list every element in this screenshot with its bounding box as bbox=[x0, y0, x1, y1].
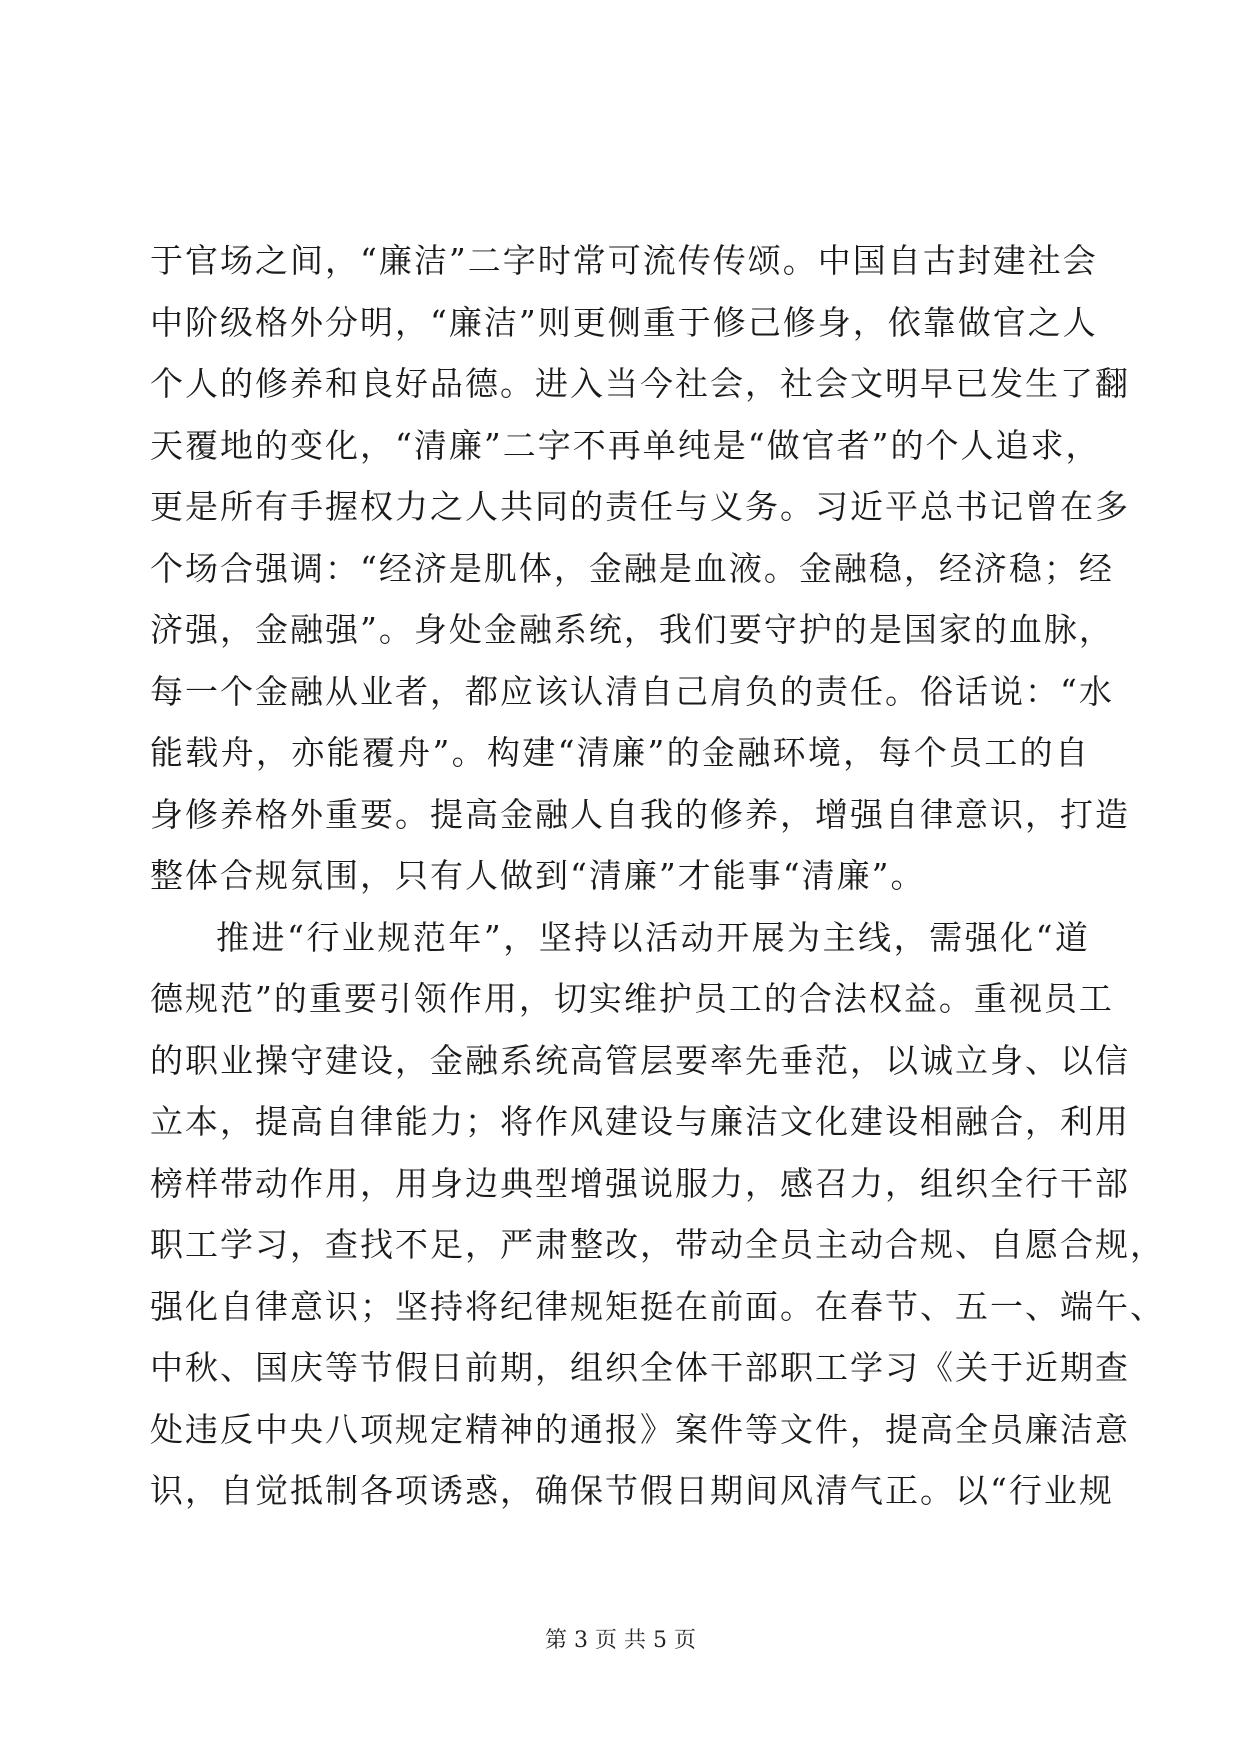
document-body bbox=[150, 230, 1165, 1522]
text-line: 德规范”的重要引领作用，切实维护员工的合法权益。重视员工 bbox=[150, 979, 1114, 1018]
text-line: 每一个金融从业者，都应该认清自己肩负的责任。俗话说：“水 bbox=[150, 671, 1114, 711]
text-line: 的职业操守建设，金融系统高管层要率先垂范，以诚立身、以信 bbox=[150, 1040, 1130, 1080]
text-line: 身修养格外重要。提高金融人自我的修养，增强自律意识，打造 bbox=[150, 794, 1130, 834]
paragraph-first-line: 推进“行业规范年”，坚持以活动开展为主线，需强化“道 bbox=[216, 917, 1090, 957]
text-line: 处违反中央八项规定精神的通报》案件等文件，提高全员廉洁意 bbox=[150, 1409, 1130, 1449]
text-line: 更是所有手握权力之人共同的责任与义务。习近平总书记曾在多 bbox=[150, 487, 1130, 526]
text-line: 中阶级格外分明，“廉洁”则更侧重于修己修身，依靠做官之人 bbox=[150, 302, 1098, 342]
text-line: 能载舟，亦能覆舟”。构建“清廉”的金融环境，每个员工的自 bbox=[150, 733, 1090, 772]
text-line: 个场合强调：“经济是肌体，金融是血液。金融稳，经济稳；经 bbox=[150, 548, 1114, 588]
page-number-footer: 第 3 页 共 5 页 bbox=[545, 1628, 696, 1653]
text-line: 济强，金融强”。身处金融系统，我们要守护的是国家的血脉， bbox=[150, 610, 1114, 649]
text-line: 个人的修养和良好品德。进入当今社会，社会文明早已发生了翻 bbox=[150, 364, 1130, 403]
text-line: 职工学习，查找不足，严肃整改，带动全员主动合规、自愿合规， bbox=[150, 1225, 1165, 1264]
text-line: 于官场之间，“廉洁”二字时常可流传传颂。中国自古封建社会 bbox=[150, 241, 1098, 280]
text-line: 榜样带动作用，用身边典型增强说服力，感召力，组织全行干部 bbox=[150, 1163, 1130, 1203]
text-line: 强化自律意识；坚持将纪律规矩挺在前面。在春节、五一、端午、 bbox=[150, 1286, 1165, 1326]
text-line: 识，自觉抵制各项诱惑，确保节假日期间风清气正。以“行业规 bbox=[150, 1471, 1114, 1510]
text-line: 立本，提高自律能力；将作风建设与廉洁文化建设相融合，利用 bbox=[150, 1102, 1130, 1141]
text-line: 天覆地的变化，“清廉”二字不再单纯是“做官者”的个人追求， bbox=[150, 425, 1101, 465]
text-line: 整体合规氛围，只有人做到“清廉”才能事“清廉”。 bbox=[150, 856, 926, 895]
text-line: 中秋、国庆等节假日前期，组织全体干部职工学习《关于近期查 bbox=[150, 1348, 1130, 1387]
